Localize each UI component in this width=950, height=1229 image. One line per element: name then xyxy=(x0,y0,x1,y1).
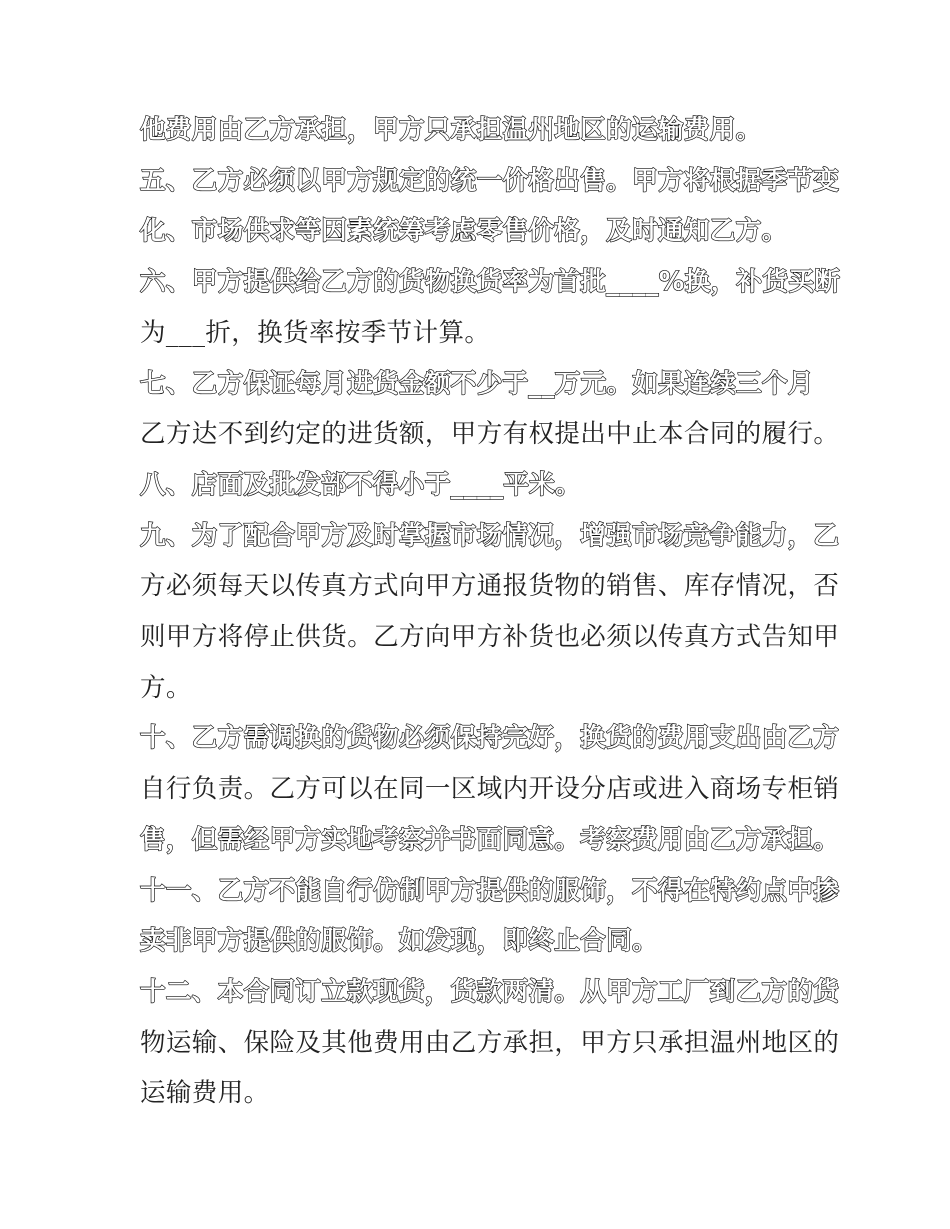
text-line: 他费用由乙方承担，甲方只承担温州地区的运输费用。 xyxy=(140,115,762,145)
text-line: 化、市场供求等因素统筹考虑零售价格，及时通知乙方。 xyxy=(140,216,788,247)
text-line: 物运输、保险及其他费用由乙方承担，甲方只承担温州地区的 xyxy=(140,1027,840,1058)
text-line: 八、店面及批发部不得小于____平米。 xyxy=(140,469,582,500)
text-line: 九、为了配合甲方及时掌握市场情况，增强市场竞争能力，乙 xyxy=(140,520,840,551)
text-line: 十二、本合同订立款现货，货款两清。从甲方工厂到乙方的货 xyxy=(140,976,840,1007)
text-line: 方必须每天以传真方式向甲方通报货物的销售、库存情况，否 xyxy=(140,571,840,602)
text-line: 十一、乙方不能自行仿制甲方提供的服饰，不得在特约点中掺 xyxy=(140,875,840,906)
text-line: 六、甲方提供给乙方的货物换货率为首批____%换，补货买断 xyxy=(140,267,841,298)
text-line: 为___折，换货率按季节计算。 xyxy=(140,317,491,348)
text-line: 五、乙方必须以甲方规定的统一价格出售。甲方将根据季节变 xyxy=(140,165,840,196)
text-line: 则甲方将停止供货。乙方向甲方补货也必须以传真方式告知甲 xyxy=(140,622,840,652)
text-line: 运输费用。 xyxy=(140,1078,270,1109)
text-line: 卖非甲方提供的服饰。如发现，即终止合同。 xyxy=(140,926,659,957)
text-line: 售，但需经甲方实地考察并书面同意。考察费用由乙方承担。 xyxy=(140,824,840,855)
text-line: 十、乙方需调换的货物必须保持完好，换货的费用支出由乙方 xyxy=(140,723,840,754)
text-line: 七、乙方保证每月进货金额不少于__万元。如果连续三个月 xyxy=(140,368,814,399)
text-line: 方。 xyxy=(140,672,192,703)
text-line: 自行负责。乙方可以在同一区域内开设分店或进入商场专柜销 xyxy=(140,774,840,805)
text-line: 乙方达不到约定的进货额，甲方有权提出中止本合同的履行。 xyxy=(140,419,840,450)
